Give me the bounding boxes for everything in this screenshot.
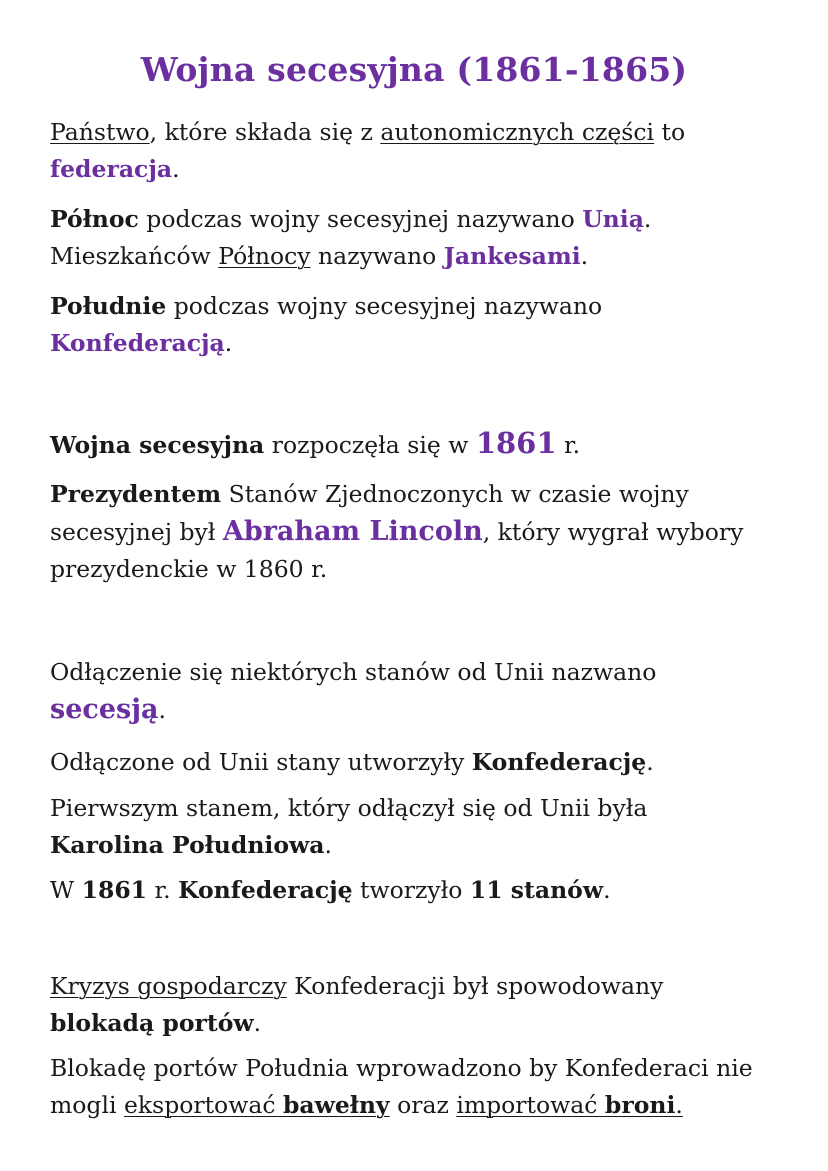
text: Blokadę portów Południa wprowadzono by Konfederaci nie bbox=[50, 1054, 753, 1082]
text: rozpoczęła się w bbox=[264, 431, 476, 459]
term-broni: broni bbox=[604, 1091, 676, 1119]
term-11-stanow: 11 stanów bbox=[469, 876, 604, 904]
text: prezydenckie w 1860 r. bbox=[50, 555, 328, 583]
term-konfederacje: Konfederację bbox=[471, 748, 647, 776]
paragraph-north bbox=[50, 201, 778, 275]
text: to bbox=[654, 118, 686, 146]
paragraph-states-count bbox=[50, 872, 778, 909]
term-polnoc: Północ bbox=[50, 205, 139, 233]
answer-konfederacja: Konfederacją bbox=[50, 329, 225, 357]
text: . bbox=[646, 748, 654, 776]
term-poludnie: Południe bbox=[50, 292, 167, 320]
text: r. bbox=[556, 431, 581, 459]
text: r. bbox=[147, 876, 179, 904]
paragraph-economic-crisis bbox=[50, 968, 778, 1042]
answer-secesja: secesją bbox=[50, 694, 159, 725]
paragraph-south bbox=[50, 288, 778, 362]
paragraph-secession bbox=[50, 654, 778, 729]
text: nazywano bbox=[310, 242, 444, 270]
page-title: Wojna secesyjna (1861-1865) bbox=[140, 50, 688, 89]
text: . bbox=[675, 1091, 683, 1119]
paragraph-confederation-formed bbox=[50, 744, 778, 781]
text: podczas wojny secesyjnej nazywano bbox=[166, 292, 603, 320]
answer-unia: Unią bbox=[582, 205, 644, 233]
text: oraz bbox=[389, 1091, 457, 1119]
text: Odłączenie się niektórych stanów od Unii nazwano bbox=[50, 658, 657, 686]
answer-jankesami: Jankesami bbox=[443, 242, 581, 270]
term-kryzys-gospodarczy: Kryzys gospodarczy bbox=[50, 972, 287, 1000]
text: . bbox=[324, 831, 332, 859]
text: , który wygrał wybory bbox=[482, 518, 744, 546]
paragraph-president bbox=[50, 476, 778, 588]
text: . bbox=[253, 1009, 262, 1037]
text: , które składa się z bbox=[149, 118, 381, 146]
term-karolina-poludniowa: Karolina Południowa bbox=[50, 831, 325, 859]
text: tworzyło bbox=[352, 876, 470, 904]
text: mogli bbox=[50, 1091, 124, 1119]
term-prezydentem: Prezydentem bbox=[50, 480, 222, 508]
text: . bbox=[172, 155, 180, 183]
term-konfederacje: Konfederację bbox=[178, 876, 353, 904]
text: W bbox=[50, 876, 82, 904]
paragraph-first-state bbox=[50, 790, 778, 864]
text: Pierwszym stanem, który odłączył się od Unii była bbox=[50, 794, 648, 822]
answer-abraham-lincoln: Abraham Lincoln bbox=[222, 516, 483, 547]
term-polnocy: Północy bbox=[218, 242, 311, 270]
paragraph-war-start bbox=[50, 425, 778, 464]
term-importowac: importować bbox=[456, 1091, 605, 1119]
text: . bbox=[643, 205, 652, 233]
text: Stanów Zjednoczonych w czasie wojny bbox=[221, 480, 689, 508]
text: . bbox=[580, 242, 589, 270]
text: Odłączone od Unii stany utworzyły bbox=[50, 748, 472, 776]
term-blokada-portow: blokadą portów bbox=[50, 1009, 254, 1037]
term-1861: 1861 bbox=[81, 876, 148, 904]
text: Mieszkańców bbox=[50, 242, 219, 270]
paragraph-federation bbox=[50, 114, 778, 188]
text: secesyjnej był bbox=[50, 518, 223, 546]
term-bawelny: bawełny bbox=[282, 1091, 390, 1119]
text: . bbox=[158, 696, 166, 724]
paragraph-blockade bbox=[50, 1050, 778, 1124]
answer-1861: 1861 bbox=[475, 426, 557, 460]
term-wojna-secesyjna: Wojna secesyjna bbox=[50, 431, 265, 459]
answer-federacja: federacja bbox=[50, 155, 173, 183]
text: . bbox=[224, 329, 233, 357]
text: Konfederacji był spowodowany bbox=[286, 972, 664, 1000]
term-panstwo: Państwo bbox=[50, 118, 150, 146]
text: podczas wojny secesyjnej nazywano bbox=[138, 205, 583, 233]
term-autonomous-parts: autonomicznych części bbox=[380, 118, 655, 146]
term-eksportowac: eksportować bbox=[123, 1091, 283, 1119]
text: . bbox=[603, 876, 611, 904]
